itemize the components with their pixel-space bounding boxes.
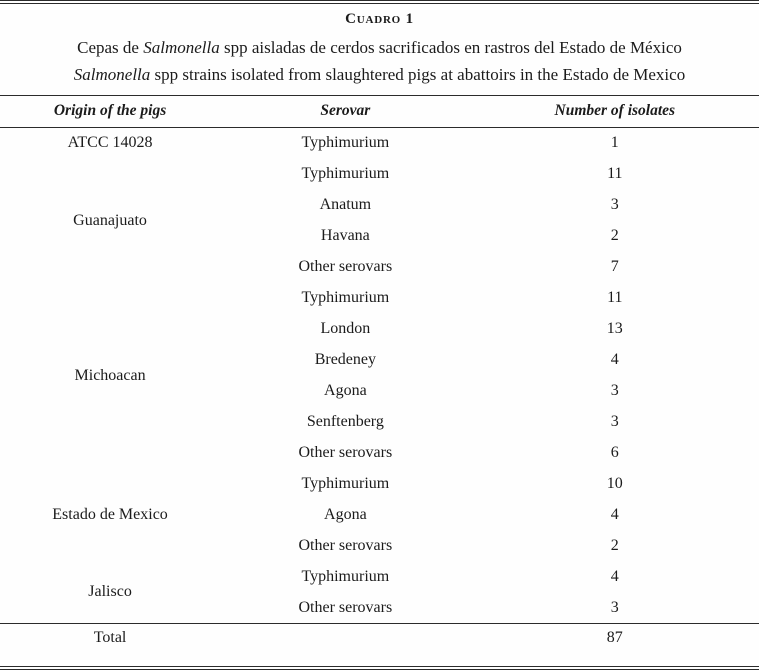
table-title: Cuadro 1 <box>345 11 414 27</box>
origin-cell: ATCC 14028 <box>67 134 153 152</box>
serovar-cell: Senftenberg <box>306 413 384 430</box>
header-count: Number of isolates <box>471 96 759 128</box>
serovar-cell: Typhimurium <box>301 165 390 182</box>
origin-cell: Jalisco <box>88 583 132 601</box>
table-row <box>0 159 759 190</box>
table-caption <box>0 4 759 96</box>
count-cell: 3 <box>610 598 619 616</box>
count-cell: 11 <box>607 165 623 182</box>
count-cell: 3 <box>610 413 619 430</box>
subtitle-english <box>12 61 747 88</box>
count-cell: 3 <box>610 382 619 399</box>
table-row <box>0 469 759 500</box>
table-row <box>0 283 759 314</box>
subtitle-spanish-post: spp aisladas de cerdos sacrificados en rastros del Estado de México <box>219 38 682 57</box>
count-cell: 2 <box>610 227 619 244</box>
subtitle-english-post: spp strains isolated from slaughtered pigs at abattoirs in the Estado de Mexico <box>150 65 686 84</box>
subtitle-spanish <box>12 34 747 61</box>
table-body <box>0 128 759 653</box>
count-cell: 6 <box>610 444 619 461</box>
total-label-cell: Total <box>0 624 220 653</box>
serovar-cell: Typhimurium <box>301 475 390 492</box>
count-cell: 11 <box>607 289 623 306</box>
serovar-cell: Other serovars <box>298 444 393 461</box>
count-cell: 4 <box>610 506 619 523</box>
serovar-cell: London <box>320 320 371 337</box>
count-cell: 2 <box>610 537 619 554</box>
table-header <box>0 96 759 128</box>
origin-cell: Michoacan <box>74 366 146 384</box>
table-row <box>0 128 759 159</box>
count-cell: 4 <box>610 351 619 368</box>
serovar-cell: Havana <box>320 227 370 244</box>
serovar-cell: Typhimurium <box>301 134 390 152</box>
count-cell: 3 <box>610 196 619 213</box>
header-row <box>0 96 759 128</box>
isolates-table <box>0 96 759 653</box>
count-cell: 4 <box>610 568 619 585</box>
serovar-cell: Other serovars <box>298 258 393 275</box>
serovar-cell: Other serovars <box>298 598 393 616</box>
serovar-cell: Agona <box>324 506 367 523</box>
serovar-cell: Typhimurium <box>301 289 390 306</box>
serovar-cell: Anatum <box>319 196 372 213</box>
origin-cell: Guanajuato <box>73 211 147 229</box>
serovar-cell: Agona <box>324 382 367 399</box>
total-row <box>0 624 759 653</box>
count-cell: 1 <box>610 134 619 152</box>
table-row <box>0 562 759 593</box>
subtitle-spanish-pre: Cepas de <box>77 38 144 57</box>
serovar-cell: Typhimurium <box>301 568 390 585</box>
serovar-cell: Other serovars <box>298 537 393 554</box>
subtitle-spanish-italic-salmonella: Salmonella <box>143 38 220 57</box>
subtitle-english-italic-salmonella: Salmonella <box>73 65 151 84</box>
header-serovar: Serovar <box>220 96 470 128</box>
origin-cell: Estado de Mexico <box>52 506 168 523</box>
header-origin: Origin of the pigs <box>0 96 220 128</box>
empty-cell <box>220 624 470 653</box>
count-cell: 7 <box>610 258 619 275</box>
serovar-cell: Bredeney <box>314 351 376 368</box>
count-cell: 13 <box>606 320 623 337</box>
total-count-cell: 87 <box>471 624 759 653</box>
count-cell: 10 <box>606 475 623 492</box>
